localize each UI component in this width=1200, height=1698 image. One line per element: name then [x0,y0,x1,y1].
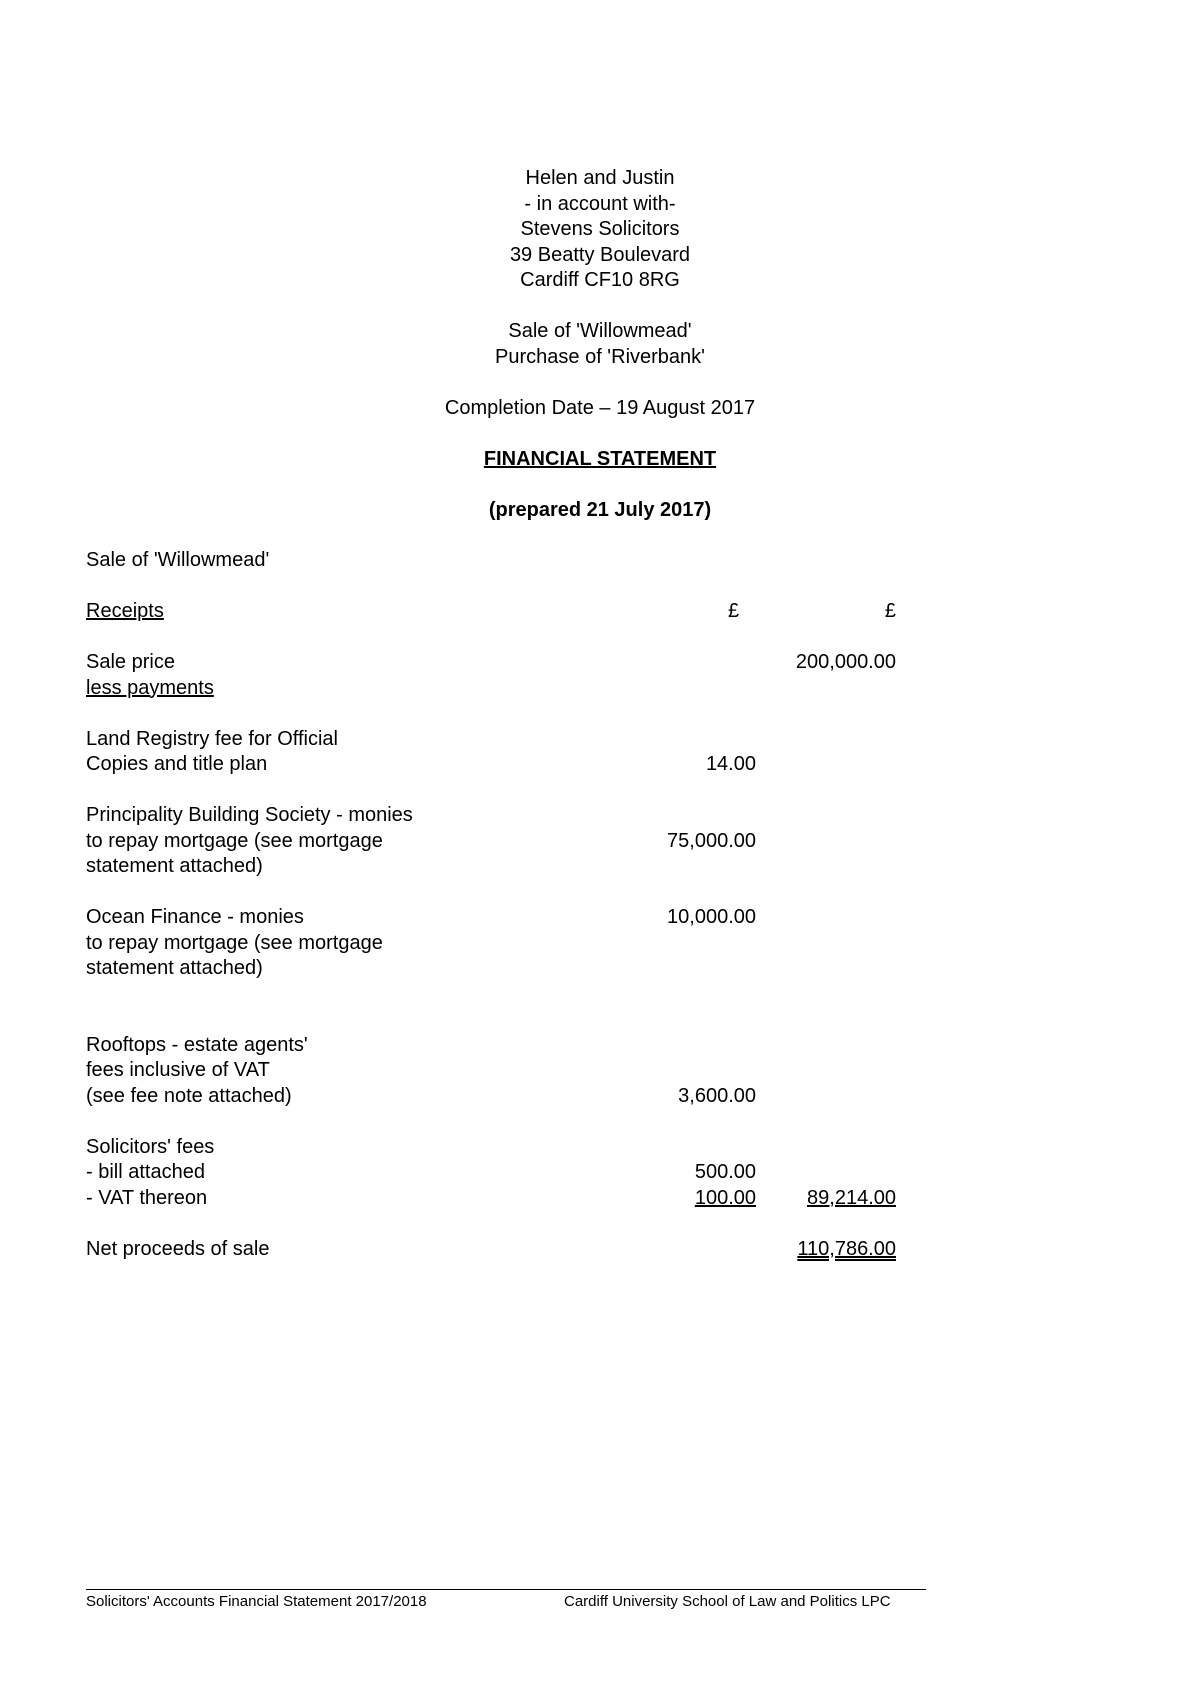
vat-value: 100.00 [694,1186,756,1209]
total-payments-value: 89,214.00 [807,1186,896,1209]
solicitors-fees-label: Solicitors' fees [86,1135,215,1158]
purchase-matter: Purchase of 'Riverbank' [495,345,705,368]
bill-row [86,1160,896,1186]
ocean-row-3 [86,956,896,982]
net-proceeds-row [86,1237,896,1263]
vat-row [86,1186,896,1212]
rooftops-label-line3: (see fee note attached) [86,1084,292,1107]
section-title: Sale of 'Willowmead' [86,549,270,571]
prepared-date: (prepared 21 July 2017) [488,498,712,521]
ocean-value: 10,000.00 [667,906,756,928]
land-registry-value: 14.00 [705,753,756,775]
solicitors-fees-row [86,1135,896,1161]
receipts-header-row [86,599,896,625]
rooftops-row-1 [86,1033,896,1059]
completion-date: Completion Date – 19 August 2017 [444,396,756,419]
sale-price-row [86,650,896,676]
ocean-label-line1: Ocean Finance - monies [86,906,304,928]
vat-label: - VAT thereon [86,1186,208,1209]
client-name: Helen and Justin [525,167,675,189]
in-account-with: - in account with- [524,192,676,215]
principality-label-line2: to repay mortgage (see mortgage [86,829,383,852]
principality-label-line3: statement attached) [86,855,263,877]
statement-header [0,166,1200,523]
principality-label-line1: Principality Building Society - monies [86,804,413,826]
principality-row-3 [86,854,896,880]
ocean-label-line3: statement attached) [86,957,263,979]
rooftops-row-3 [86,1084,896,1110]
ocean-label-line2: to repay mortgage (see mortgage [86,931,383,954]
rooftops-value: 3,600.00 [678,1084,756,1107]
firm-address-line2: Cardiff CF10 8RG [520,269,680,291]
sale-price-label: Sale price [86,651,175,673]
land-registry-row-2 [86,752,896,778]
principality-row-1 [86,803,896,829]
net-proceeds-label: Net proceeds of sale [86,1237,270,1260]
footer-right-text: Cardiff University School of Law and Politics LPC [564,1593,891,1610]
bill-label: - bill attached [86,1161,205,1183]
less-payments-row [86,676,896,702]
principality-row-2 [86,829,896,855]
land-registry-row-1 [86,727,896,753]
footer-left-text: Solicitors' Accounts Financial Statement 2017/2018 [86,1593,427,1610]
section-title-row [86,548,896,574]
firm-address-line1: 39 Beatty Boulevard [509,243,691,266]
principality-value: 75,000.00 [667,829,756,852]
firm-name: Stevens Solicitors [520,218,680,240]
ocean-row-2 [86,931,896,957]
ocean-row-1 [86,905,896,931]
statement-title: FINANCIAL STATEMENT [483,447,717,470]
bill-value: 500.00 [694,1161,756,1183]
page-footer [86,1589,926,1610]
sale-matter: Sale of 'Willowmead' [508,320,692,342]
rooftops-label-line2: fees inclusive of VAT [86,1059,270,1081]
land-registry-label-line2: Copies and title plan [86,753,268,775]
statement-body [86,548,896,1262]
less-payments-label: less payments [86,676,214,699]
currency-symbol-col1: £ [728,600,740,622]
rooftops-row-2 [86,1058,896,1084]
land-registry-label-line1: Land Registry fee for Official [86,727,338,750]
currency-symbol-col2: £ [884,600,896,622]
receipts-label: Receipts [86,600,164,622]
sale-price-value: 200,000.00 [795,651,896,673]
rooftops-label-line1: Rooftops - estate agents' [86,1033,308,1056]
net-proceeds-value: 110,786.00 [797,1237,896,1260]
